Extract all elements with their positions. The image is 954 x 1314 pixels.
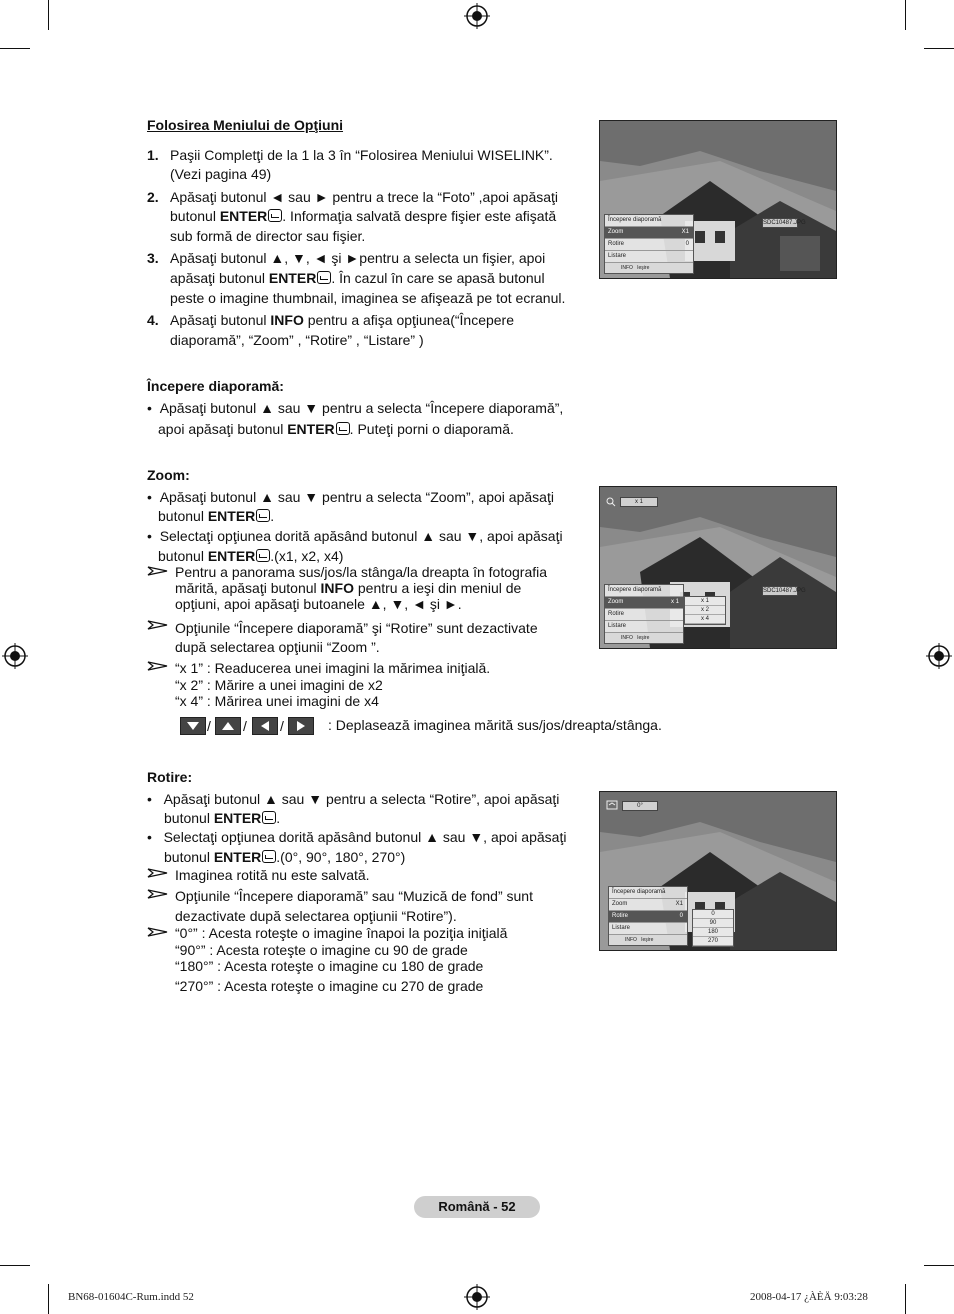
step-number: 1. xyxy=(147,147,159,163)
step-text: Apăsaţi butonul INFO pentru a afişa opţiunea(“Începere xyxy=(170,312,514,328)
note-text: Opţiunile “Începere diaporamă” sau “Muzică de fond” sunt xyxy=(175,888,533,904)
page-number-badge: Română - 52 xyxy=(414,1196,540,1218)
zoom-option[interactable]: x 1 xyxy=(685,597,725,606)
bullet-text: butonul ENTER .(0°, 90°, 180°, 270°) xyxy=(164,849,406,865)
menu-footer: INFO Ieşire xyxy=(609,935,687,945)
step-text: (Vezi pagina 49) xyxy=(170,166,272,182)
separator: / xyxy=(280,718,284,734)
options-menu xyxy=(608,886,688,946)
menu-item-zoom[interactable]: Zoom X1 xyxy=(609,899,687,911)
step-text: sub formă de director sau fişier. xyxy=(170,228,366,244)
bullet-text: • Selectaţi opţiunea dorită apăsând butonul ▲ sau ▼, apoi apăsaţi xyxy=(147,829,567,845)
note-text: Opţiunile “Începere diaporamă” şi “Rotire” sunt dezactivate xyxy=(175,620,538,636)
rotate-option[interactable]: 180 xyxy=(693,928,733,937)
section-title: Zoom: xyxy=(147,467,190,483)
note-text: Pentru a panorama sus/jos/la stânga/la dreapta în fotografia xyxy=(175,564,548,580)
note-arrow-icon xyxy=(147,927,169,937)
note-text: “x 2” : Mărire a unei imagini de x2 xyxy=(175,677,383,693)
menu-item-slideshow[interactable]: Începere diaporamă xyxy=(605,215,693,227)
bullet-text: butonul ENTER . xyxy=(158,508,275,524)
step-number: 3. xyxy=(147,250,159,266)
separator: / xyxy=(207,718,211,734)
enter-icon xyxy=(268,209,282,222)
menu-item-rotate[interactable]: Rotire 0 xyxy=(605,239,693,251)
right-button xyxy=(288,717,314,735)
note-text: “180°” : Acesta roteşte o imagine cu 180 de grade xyxy=(175,958,484,974)
crop-mark xyxy=(924,48,954,49)
zoom-submenu xyxy=(684,596,726,625)
note-text: opţiuni, apoi apăsaţi butoanele ▲, ▼, ◄ şi ►. xyxy=(175,596,462,612)
magnifier-icon xyxy=(606,497,616,507)
step-text: apăsaţi butonul ENTER . În cazul în care se apasă butonul xyxy=(170,270,545,286)
menu-item-rotate[interactable]: Rotire xyxy=(605,609,683,621)
bullet-text: • Apăsaţi butonul ▲ sau ▼ pentru a selecta “Începere diaporamă”, xyxy=(147,400,564,416)
rotate-option[interactable]: 0 xyxy=(693,910,733,919)
menu-item-zoom[interactable]: Zoom X1 xyxy=(605,227,693,239)
step-text: butonul ENTER . Informaţia salvată despre fişier este afişată xyxy=(170,208,557,224)
bullet-text: • Apăsaţi butonul ▲ sau ▼ pentru a selecta “Zoom”, apoi apăsaţi xyxy=(147,489,554,505)
menu-item-list[interactable]: Listare xyxy=(609,923,687,935)
crop-mark xyxy=(905,1284,906,1314)
page-title: Folosirea Meniului de Opţiuni xyxy=(147,117,344,133)
filename-tag: SDC10487.JPG xyxy=(763,588,806,594)
section-title: Rotire: xyxy=(147,769,193,785)
up-button xyxy=(215,717,241,735)
down-button xyxy=(180,717,206,735)
note-arrow-icon xyxy=(147,661,169,671)
step-text: diaporamă”, “Zoom” , “Rotire” , “Listare” ) xyxy=(170,332,424,348)
zoom-option[interactable]: x 2 xyxy=(685,606,725,615)
bullet-text: • Apăsaţi butonul ▲ sau ▼ pentru a selecta “Rotire”, apoi apăsaţi xyxy=(147,791,560,807)
enter-icon xyxy=(256,509,270,522)
note-text: Imaginea rotită nu este salvată. xyxy=(175,867,370,883)
crop-mark xyxy=(48,1284,49,1314)
bullet-text: apoi apăsaţi butonul ENTER . Puteţi porni o diaporamă. xyxy=(158,421,514,437)
note-arrow-icon xyxy=(147,868,169,878)
rotate-badge: 0° xyxy=(622,801,658,811)
tv-screenshot-rotate xyxy=(599,791,837,951)
section-title: Începere diaporamă: xyxy=(147,378,284,394)
rotate-option[interactable]: 270 xyxy=(693,937,733,946)
menu-item-slideshow[interactable]: Începere diaporamă xyxy=(605,585,683,597)
rotate-icon xyxy=(606,800,618,810)
separator: / xyxy=(243,718,247,734)
enter-icon xyxy=(336,422,350,435)
note-text: mărită, apăsaţi butonul INFO pentru a ieşi din meniul de xyxy=(175,580,522,596)
rotate-submenu xyxy=(692,909,734,947)
crop-mark xyxy=(905,0,906,30)
note-text: “0°” : Acesta roteşte o imagine înapoi la poziţia iniţială xyxy=(175,925,508,941)
enter-icon xyxy=(262,850,276,863)
note-text: “x 1” : Readucerea unei imagini la mărimea iniţială. xyxy=(175,660,491,676)
menu-footer: INFO Ieşire xyxy=(605,633,683,643)
print-file-info: BN68-01604C-Rum.indd 52 xyxy=(68,1291,194,1303)
step-number: 2. xyxy=(147,189,159,205)
enter-icon xyxy=(256,549,270,562)
left-button xyxy=(252,717,278,735)
print-date-info: 2008-04-17 ¿ÀÈÄ 9:03:28 xyxy=(750,1291,868,1303)
step-text: peste o imagine thumbnail, imaginea se afişează pe tot ecranul. xyxy=(170,290,566,306)
step-text: Apăsaţi butonul ◄ sau ► pentru a trece la “Foto” ,apoi apăsaţi xyxy=(170,189,559,205)
nav-description: : Deplasează imaginea mărită sus/jos/dreapta/stânga. xyxy=(328,717,662,733)
bullet-text: butonul ENTER .(x1, x2, x4) xyxy=(158,548,344,564)
menu-item-slideshow[interactable]: Începere diaporamă xyxy=(609,887,687,899)
menu-footer: INFO Ieşire xyxy=(605,263,693,273)
crop-mark xyxy=(48,0,49,30)
rotate-option[interactable]: 90 xyxy=(693,919,733,928)
note-text: “270°” : Acesta roteşte o imagine cu 270 de grade xyxy=(175,978,484,994)
registration-mark-icon xyxy=(464,3,490,29)
enter-icon xyxy=(317,271,331,284)
options-menu xyxy=(604,214,694,274)
note-text: după selectarea opţiunii “Zoom ”. xyxy=(175,639,380,655)
tv-screenshot-options xyxy=(599,120,837,279)
menu-item-list[interactable]: Listare xyxy=(605,621,683,633)
bullet-text: butonul ENTER . xyxy=(164,810,281,826)
step-text: Apăsaţi butonul ▲, ▼, ◄ şi ►pentru a selecta un fişier, apoi xyxy=(170,250,546,266)
step-text: Paşii Completţi de la 1 la 3 în “Folosirea Meniului WISELINK”. xyxy=(170,147,553,163)
enter-icon xyxy=(262,811,276,824)
note-text: “x 4” : Mărirea unei imagini de x4 xyxy=(175,693,379,709)
menu-item-rotate[interactable]: Rotire 0 xyxy=(609,911,687,923)
registration-mark-icon xyxy=(2,643,28,669)
bullet-text: • Selectaţi opţiunea dorită apăsând butonul ▲ sau ▼, apoi apăsaţi xyxy=(147,528,563,544)
filename-tag: SDC10487.JPG xyxy=(763,220,806,226)
menu-item-zoom[interactable]: Zoom x 1 xyxy=(605,597,683,609)
note-text: dezactivate după selectarea opţiunii “Rotire”). xyxy=(175,908,457,924)
note-text: “90°” : Acesta roteşte o imagine cu 90 de grade xyxy=(175,942,468,958)
crop-mark xyxy=(0,48,30,49)
step-number: 4. xyxy=(147,312,159,328)
crop-mark xyxy=(0,1265,30,1266)
zoom-option[interactable]: x 4 xyxy=(685,615,725,624)
note-arrow-icon xyxy=(147,566,169,576)
note-arrow-icon xyxy=(147,620,169,630)
tv-screenshot-zoom xyxy=(599,486,837,649)
registration-mark-icon xyxy=(464,1284,490,1310)
note-arrow-icon xyxy=(147,889,169,899)
zoom-badge: x 1 xyxy=(620,497,658,507)
crop-mark xyxy=(924,1265,954,1266)
registration-mark-icon xyxy=(926,643,952,669)
options-menu xyxy=(604,584,684,644)
menu-item-list[interactable]: Listare xyxy=(605,251,693,263)
